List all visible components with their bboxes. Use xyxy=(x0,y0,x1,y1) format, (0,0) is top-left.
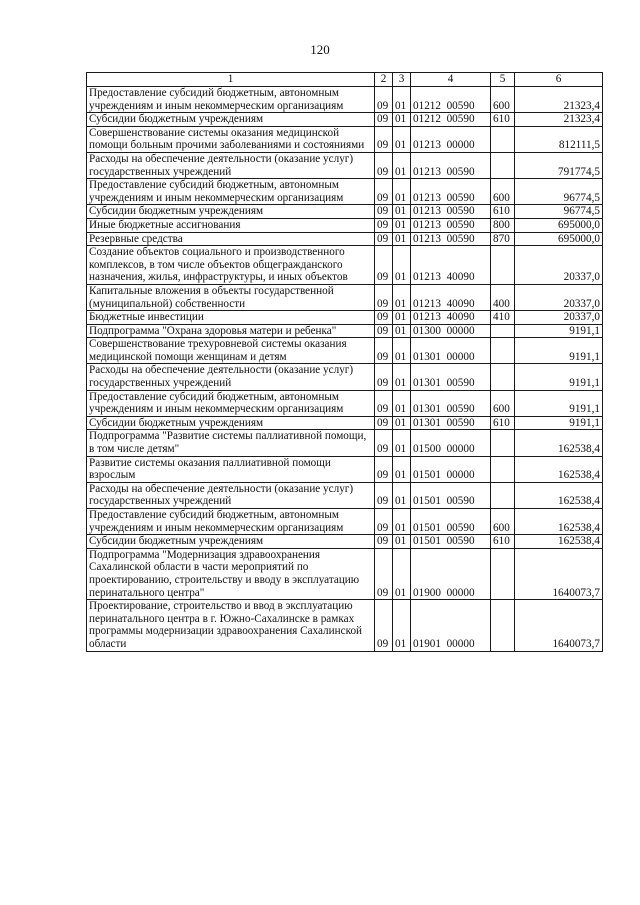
row-amount-cell: 96774,5 xyxy=(515,205,603,219)
row-name-cell: Подпрограмма "Охрана здоровья матери и ребенка" xyxy=(87,324,375,338)
table-row xyxy=(87,126,603,152)
row-amount-cell: 1640073,7 xyxy=(515,548,603,599)
row-code-cell: 01500 00000 xyxy=(411,430,491,456)
row-col2-cell: 09 xyxy=(375,232,393,246)
row-amount-cell: 162538,4 xyxy=(515,456,603,482)
row-col3-cell: 01 xyxy=(393,456,411,482)
row-col3-cell: 01 xyxy=(393,205,411,219)
row-col2-cell: 09 xyxy=(375,205,393,219)
row-col3-cell: 01 xyxy=(393,600,411,651)
row-type-cell xyxy=(491,456,515,482)
row-col2-cell: 09 xyxy=(375,430,393,456)
row-type-cell: 400 xyxy=(491,284,515,310)
table-body xyxy=(87,87,603,652)
row-name-cell: Субсидии бюджетным учреждениям xyxy=(87,113,375,127)
row-type-cell xyxy=(491,548,515,599)
row-col2-cell: 09 xyxy=(375,600,393,651)
table-row xyxy=(87,179,603,205)
row-col2-cell: 09 xyxy=(375,456,393,482)
row-name-cell: Расходы на обеспечение деятельности (оказание услуг) государственных учреждений xyxy=(87,152,375,178)
row-code-cell: 01301 00590 xyxy=(411,364,491,390)
row-name-cell: Подпрограмма "Модернизация здравоохранения Сахалинской области в части мероприятий по проектированию, строительству и вводу в эксплуатацию перинатального центра" xyxy=(87,548,375,599)
table-row xyxy=(87,232,603,246)
row-col2-cell: 09 xyxy=(375,152,393,178)
row-name-cell: Резервные средства xyxy=(87,232,375,246)
table-row xyxy=(87,218,603,232)
table-row xyxy=(87,152,603,178)
header-col-3: 3 xyxy=(393,73,411,87)
row-code-cell: 01501 00590 xyxy=(411,482,491,508)
row-type-cell: 800 xyxy=(491,218,515,232)
row-col3-cell: 01 xyxy=(393,535,411,549)
row-name-cell: Субсидии бюджетным учреждениям xyxy=(87,535,375,549)
row-type-cell: 600 xyxy=(491,179,515,205)
row-col2-cell: 09 xyxy=(375,218,393,232)
row-type-cell: 600 xyxy=(491,390,515,416)
row-type-cell: 870 xyxy=(491,232,515,246)
row-type-cell xyxy=(491,338,515,364)
row-amount-cell: 9191,1 xyxy=(515,390,603,416)
row-amount-cell: 9191,1 xyxy=(515,416,603,430)
row-col3-cell: 01 xyxy=(393,152,411,178)
row-col2-cell: 09 xyxy=(375,338,393,364)
row-code-cell: 01213 40090 xyxy=(411,311,491,325)
row-amount-cell: 1640073,7 xyxy=(515,600,603,651)
row-col3-cell: 01 xyxy=(393,482,411,508)
row-name-cell: Капитальные вложения в объекты государственной (муниципальной) собственности xyxy=(87,284,375,310)
table-row xyxy=(87,416,603,430)
row-amount-cell: 9191,1 xyxy=(515,364,603,390)
row-type-cell xyxy=(491,246,515,285)
row-code-cell: 01213 00590 xyxy=(411,152,491,178)
row-col2-cell: 09 xyxy=(375,87,393,113)
header-col-1: 1 xyxy=(87,73,375,87)
row-name-cell: Развитие системы оказания паллиативной помощи взрослым xyxy=(87,456,375,482)
row-col2-cell: 09 xyxy=(375,535,393,549)
row-col3-cell: 01 xyxy=(393,416,411,430)
row-name-cell: Предоставление субсидий бюджетным, автономным учреждениям и иным некоммерческим организациям xyxy=(87,509,375,535)
row-col2-cell: 09 xyxy=(375,364,393,390)
row-code-cell: 01501 00590 xyxy=(411,535,491,549)
row-name-cell: Предоставление субсидий бюджетным, автономным учреждениям и иным некоммерческим организациям xyxy=(87,179,375,205)
row-type-cell xyxy=(491,324,515,338)
row-code-cell: 01300 00000 xyxy=(411,324,491,338)
row-amount-cell: 21323,4 xyxy=(515,113,603,127)
row-col2-cell: 09 xyxy=(375,311,393,325)
row-col3-cell: 01 xyxy=(393,218,411,232)
row-col3-cell: 01 xyxy=(393,179,411,205)
row-code-cell: 01301 00590 xyxy=(411,416,491,430)
row-amount-cell: 162538,4 xyxy=(515,482,603,508)
row-name-cell: Субсидии бюджетным учреждениям xyxy=(87,416,375,430)
row-col2-cell: 09 xyxy=(375,548,393,599)
table-row xyxy=(87,311,603,325)
row-col3-cell: 01 xyxy=(393,284,411,310)
row-col3-cell: 01 xyxy=(393,548,411,599)
row-type-cell: 610 xyxy=(491,205,515,219)
row-code-cell: 01501 00590 xyxy=(411,509,491,535)
row-code-cell: 01212 00590 xyxy=(411,113,491,127)
row-amount-cell: 162538,4 xyxy=(515,430,603,456)
header-col-4: 4 xyxy=(411,73,491,87)
row-amount-cell: 9191,1 xyxy=(515,324,603,338)
table-row xyxy=(87,482,603,508)
row-name-cell: Проектирование, строительство и ввод в эксплуатацию перинатального центра в г. Южно-Сахалинске в рамках программы модернизации здравоохранения Сахалинской области xyxy=(87,600,375,651)
row-type-cell xyxy=(491,152,515,178)
row-col3-cell: 01 xyxy=(393,311,411,325)
row-code-cell: 01213 00590 xyxy=(411,232,491,246)
row-name-cell: Субсидии бюджетным учреждениям xyxy=(87,205,375,219)
row-col2-cell: 09 xyxy=(375,416,393,430)
row-amount-cell: 812111,5 xyxy=(515,126,603,152)
row-name-cell: Создание объектов социального и производственного комплексов, в том числе объектов общегражданского назначения, жилья, инфраструктуры, и иных объектов xyxy=(87,246,375,285)
row-name-cell: Предоставление субсидий бюджетным, автономным учреждениям и иным некоммерческим организациям xyxy=(87,87,375,113)
row-code-cell: 01901 00000 xyxy=(411,600,491,651)
row-code-cell: 01900 00000 xyxy=(411,548,491,599)
table-row xyxy=(87,600,603,651)
row-code-cell: 01213 00000 xyxy=(411,126,491,152)
table-row xyxy=(87,456,603,482)
row-col3-cell: 01 xyxy=(393,364,411,390)
row-col3-cell: 01 xyxy=(393,430,411,456)
header-col-2: 2 xyxy=(375,73,393,87)
row-col2-cell: 09 xyxy=(375,390,393,416)
table-row xyxy=(87,364,603,390)
row-col3-cell: 01 xyxy=(393,232,411,246)
row-amount-cell: 695000,0 xyxy=(515,218,603,232)
row-amount-cell: 791774,5 xyxy=(515,152,603,178)
header-col-5: 5 xyxy=(491,73,515,87)
row-amount-cell: 162538,4 xyxy=(515,509,603,535)
table-row xyxy=(87,284,603,310)
row-code-cell: 01213 00590 xyxy=(411,205,491,219)
row-type-cell xyxy=(491,430,515,456)
row-type-cell xyxy=(491,126,515,152)
header-col-6: 6 xyxy=(515,73,603,87)
row-code-cell: 01213 00590 xyxy=(411,218,491,232)
row-name-cell: Расходы на обеспечение деятельности (оказание услуг) государственных учреждений xyxy=(87,482,375,508)
row-type-cell xyxy=(491,600,515,651)
row-name-cell: Совершенствование трехуровневой системы оказания медицинской помощи женщинам и детям xyxy=(87,338,375,364)
row-col3-cell: 01 xyxy=(393,509,411,535)
row-col3-cell: 01 xyxy=(393,246,411,285)
table-row xyxy=(87,246,603,285)
row-col3-cell: 01 xyxy=(393,87,411,113)
row-type-cell xyxy=(491,482,515,508)
table-row xyxy=(87,205,603,219)
row-col3-cell: 01 xyxy=(393,338,411,364)
row-name-cell: Подпрограмма "Развитие системы паллиативной помощи, в том числе детям" xyxy=(87,430,375,456)
row-code-cell: 01301 00000 xyxy=(411,338,491,364)
row-amount-cell: 20337,0 xyxy=(515,284,603,310)
page-number: 120 xyxy=(310,42,330,57)
row-type-cell: 610 xyxy=(491,535,515,549)
row-name-cell: Совершенствование системы оказания медицинской помощи больным прочими заболеваниями и состояниями xyxy=(87,126,375,152)
table-row xyxy=(87,535,603,549)
row-col2-cell: 09 xyxy=(375,179,393,205)
row-amount-cell: 20337,0 xyxy=(515,311,603,325)
table-row xyxy=(87,390,603,416)
table-row xyxy=(87,324,603,338)
table-row xyxy=(87,113,603,127)
row-name-cell: Предоставление субсидий бюджетным, автономным учреждениям и иным некоммерческим организациям xyxy=(87,390,375,416)
row-type-cell: 600 xyxy=(491,509,515,535)
row-col3-cell: 01 xyxy=(393,390,411,416)
row-code-cell: 01301 00590 xyxy=(411,390,491,416)
table-row xyxy=(87,430,603,456)
table-row xyxy=(87,509,603,535)
row-type-cell xyxy=(491,364,515,390)
row-col2-cell: 09 xyxy=(375,126,393,152)
row-type-cell: 610 xyxy=(491,416,515,430)
row-col2-cell: 09 xyxy=(375,482,393,508)
row-code-cell: 01213 40090 xyxy=(411,246,491,285)
row-type-cell: 600 xyxy=(491,87,515,113)
table-row xyxy=(87,87,603,113)
table-row xyxy=(87,548,603,599)
row-col2-cell: 09 xyxy=(375,113,393,127)
row-col3-cell: 01 xyxy=(393,113,411,127)
table-header-row xyxy=(87,73,603,87)
row-code-cell: 01213 00590 xyxy=(411,179,491,205)
row-code-cell: 01501 00000 xyxy=(411,456,491,482)
table-row xyxy=(87,338,603,364)
row-name-cell: Бюджетные инвестиции xyxy=(87,311,375,325)
row-amount-cell: 20337,0 xyxy=(515,246,603,285)
budget-table xyxy=(86,72,603,652)
row-col2-cell: 09 xyxy=(375,246,393,285)
row-type-cell: 610 xyxy=(491,113,515,127)
row-name-cell: Расходы на обеспечение деятельности (оказание услуг) государственных учреждений xyxy=(87,364,375,390)
row-col3-cell: 01 xyxy=(393,324,411,338)
row-name-cell: Иные бюджетные ассигнования xyxy=(87,218,375,232)
row-col2-cell: 09 xyxy=(375,509,393,535)
row-type-cell: 410 xyxy=(491,311,515,325)
row-col2-cell: 09 xyxy=(375,284,393,310)
row-amount-cell: 695000,0 xyxy=(515,232,603,246)
row-amount-cell: 21323,4 xyxy=(515,87,603,113)
row-amount-cell: 96774,5 xyxy=(515,179,603,205)
row-code-cell: 01212 00590 xyxy=(411,87,491,113)
row-col3-cell: 01 xyxy=(393,126,411,152)
row-amount-cell: 162538,4 xyxy=(515,535,603,549)
row-code-cell: 01213 40090 xyxy=(411,284,491,310)
row-col2-cell: 09 xyxy=(375,324,393,338)
row-amount-cell: 9191,1 xyxy=(515,338,603,364)
